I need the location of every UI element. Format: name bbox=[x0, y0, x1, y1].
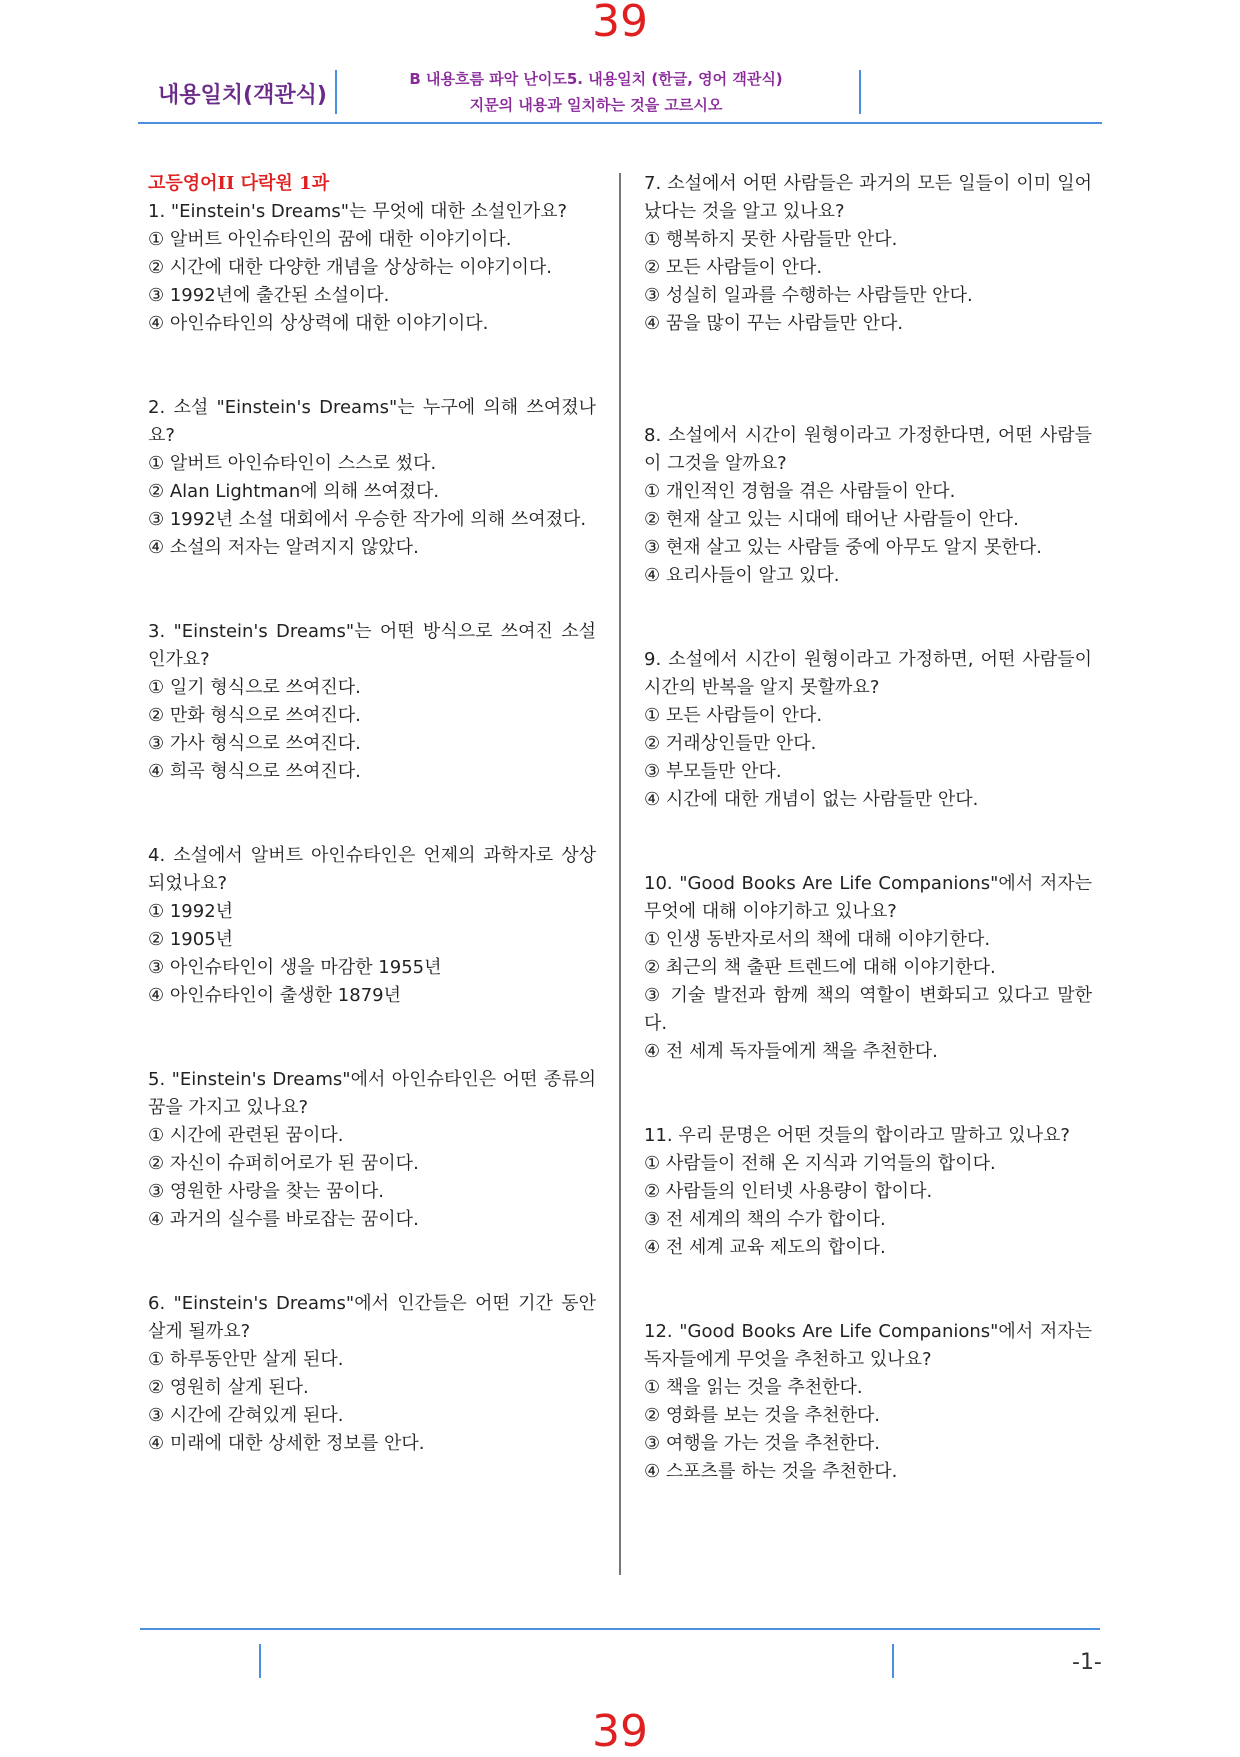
section-title: 내용일치(객관식) bbox=[158, 83, 327, 108]
question-6 bbox=[148, 1290, 596, 1458]
option-1: ① 알버트 아인슈타인이 스스로 썼다. bbox=[148, 453, 437, 474]
option-1: ① 알버트 아인슈타인의 꿈에 대한 이야기이다. bbox=[148, 229, 512, 250]
question-3 bbox=[148, 618, 596, 786]
option-2: ② 최근의 책 출판 트렌드에 대해 이야기한다. bbox=[644, 957, 996, 978]
question-12 bbox=[644, 1318, 1092, 1486]
question-10 bbox=[644, 870, 1092, 1066]
option-1: ① 하루동안만 살게 된다. bbox=[148, 1349, 344, 1370]
option-3: ③ 1992년 소설 대회에서 우승한 작가에 의해 쓰여졌다. bbox=[148, 509, 587, 530]
option-1: ① 1992년 bbox=[148, 901, 234, 922]
option-3: ③ 시간에 갇혀있게 된다. bbox=[148, 1405, 344, 1426]
option-4: ④ 과거의 실수를 바로잡는 꿈이다. bbox=[148, 1209, 419, 1230]
footer-rule bbox=[140, 1628, 1100, 1630]
option-4: ④ 미래에 대한 상세한 정보를 안다. bbox=[148, 1433, 425, 1454]
option-2: ② Alan Lightman에 의해 쓰여졌다. bbox=[148, 481, 440, 502]
option-1: ① 책을 읽는 것을 추천한다. bbox=[644, 1377, 863, 1398]
footer-divider-left bbox=[259, 1644, 261, 1678]
right-column bbox=[644, 170, 1092, 1486]
option-1: ① 일기 형식으로 쓰여진다. bbox=[148, 677, 361, 698]
option-1: ① 개인적인 경험을 겪은 사람들이 안다. bbox=[644, 481, 956, 502]
option-2: ② 거래상인들만 안다. bbox=[644, 733, 817, 754]
question-7 bbox=[644, 170, 1092, 338]
page-number-bottom: 39 bbox=[592, 1706, 648, 1757]
question-stem: 4. 소설에서 알버트 아인슈타인은 언제의 과학자로 상상되었나요? bbox=[148, 845, 596, 894]
option-3: ③ 성실히 일과를 수행하는 사람들만 안다. bbox=[644, 285, 973, 306]
question-stem: 10. "Good Books Are Life Companions"에서 저자는 무엇에 대해 이야기하고 있나요? bbox=[644, 873, 1092, 922]
option-2: ② 모든 사람들이 안다. bbox=[644, 257, 823, 278]
option-1: ① 모든 사람들이 안다. bbox=[644, 705, 823, 726]
option-1: ① 시간에 관련된 꿈이다. bbox=[148, 1125, 344, 1146]
option-4: ④ 시간에 대한 개념이 없는 사람들만 안다. bbox=[644, 789, 979, 810]
question-stem: 2. 소설 "Einstein's Dreams"는 누구에 의해 쓰여졌나요? bbox=[148, 397, 596, 446]
option-3: ③ 아인슈타인이 생을 마감한 1955년 bbox=[148, 957, 442, 978]
option-3: ③ 부모들만 안다. bbox=[644, 761, 782, 782]
header-divider-right bbox=[859, 70, 861, 114]
option-1: ① 사람들이 전해 온 지식과 기억들의 합이다. bbox=[644, 1153, 996, 1174]
option-2: ② 영원히 살게 된다. bbox=[148, 1377, 309, 1398]
option-1: ① 인생 동반자로서의 책에 대해 이야기한다. bbox=[644, 929, 991, 950]
question-stem: 1. "Einstein's Dreams"는 무엇에 대한 소설인가요? bbox=[148, 201, 568, 222]
option-4: ④ 희곡 형식으로 쓰여진다. bbox=[148, 761, 361, 782]
option-4: ④ 요리사들이 알고 있다. bbox=[644, 565, 840, 586]
option-2: ② 1905년 bbox=[148, 929, 234, 950]
header-rule bbox=[138, 122, 1102, 124]
question-5 bbox=[148, 1066, 596, 1234]
question-stem: 11. 우리 문명은 어떤 것들의 합이라고 말하고 있나요? bbox=[644, 1125, 1070, 1146]
option-2: ② 자신이 슈퍼히어로가 된 꿈이다. bbox=[148, 1153, 419, 1174]
question-stem: 9. 소설에서 시간이 원형이라고 가정하면, 어떤 사람들이 시간의 반복을 알지 못할까요? bbox=[644, 649, 1092, 698]
option-3: ③ 전 세계의 책의 수가 합이다. bbox=[644, 1209, 886, 1230]
question-8 bbox=[644, 422, 1092, 590]
header-subtitle-line2: 지문의 내용과 일치하는 것을 고르시오 bbox=[469, 96, 723, 114]
option-3: ③ 1992년에 출간된 소설이다. bbox=[148, 285, 390, 306]
question-stem: 5. "Einstein's Dreams"에서 아인슈타인은 어떤 종류의 꿈을 가지고 있나요? bbox=[148, 1069, 596, 1118]
option-4: ④ 꿈을 많이 꾸는 사람들만 안다. bbox=[644, 313, 904, 334]
option-3: ③ 기술 발전과 함께 책의 역할이 변화되고 있다고 말한다. bbox=[644, 985, 1092, 1034]
option-4: ④ 전 세계 교육 제도의 합이다. bbox=[644, 1237, 886, 1258]
option-2: ② 시간에 대한 다양한 개념을 상상하는 이야기이다. bbox=[148, 257, 552, 278]
header-subtitle-line1: B 내용흐름 파악 난이도5. 내용일치 (한글, 영어 객관식) bbox=[409, 70, 783, 88]
question-stem: 8. 소설에서 시간이 원형이라고 가정한다면, 어떤 사람들이 그것을 알까요? bbox=[644, 425, 1092, 474]
left-column bbox=[148, 170, 596, 1458]
column-divider bbox=[619, 173, 621, 1575]
option-3: ③ 여행을 가는 것을 추천한다. bbox=[644, 1433, 881, 1454]
question-stem: 3. "Einstein's Dreams"는 어떤 방식으로 쓰여진 소설인가요? bbox=[148, 621, 596, 670]
header-subtitle bbox=[336, 66, 856, 118]
footer-page-label: -1- bbox=[1072, 1650, 1102, 1675]
option-2: ② 사람들의 인터넷 사용량이 합이다. bbox=[644, 1181, 933, 1202]
option-4: ④ 아인슈타인의 상상력에 대한 이야기이다. bbox=[148, 313, 489, 334]
question-4 bbox=[148, 842, 596, 1010]
question-1 bbox=[148, 198, 596, 338]
option-2: ② 영화를 보는 것을 추천한다. bbox=[644, 1405, 881, 1426]
option-3: ③ 현재 살고 있는 사람들 중에 아무도 알지 못한다. bbox=[644, 537, 1043, 558]
option-2: ② 만화 형식으로 쓰여진다. bbox=[148, 705, 361, 726]
option-2: ② 현재 살고 있는 시대에 태어난 사람들이 안다. bbox=[644, 509, 1019, 530]
question-2 bbox=[148, 394, 596, 562]
question-stem: 7. 소설에서 어떤 사람들은 과거의 모든 일들이 이미 일어났다는 것을 알고 있나요? bbox=[644, 173, 1092, 222]
footer-divider-right bbox=[892, 1644, 894, 1678]
question-9 bbox=[644, 646, 1092, 814]
question-stem: 12. "Good Books Are Life Companions"에서 저자는 독자들에게 무엇을 추천하고 있나요? bbox=[644, 1321, 1092, 1370]
option-4: ④ 아인슈타인이 출생한 1879년 bbox=[148, 985, 401, 1006]
option-1: ① 행복하지 못한 사람들만 안다. bbox=[644, 229, 898, 250]
option-3: ③ 가사 형식으로 쓰여진다. bbox=[148, 733, 361, 754]
option-4: ④ 전 세계 독자들에게 책을 추천한다. bbox=[644, 1041, 938, 1062]
question-stem: 6. "Einstein's Dreams"에서 인간들은 어떤 기간 동안 살게 될까요? bbox=[148, 1293, 596, 1342]
question-11 bbox=[644, 1122, 1092, 1262]
option-3: ③ 영원한 사랑을 찾는 꿈이다. bbox=[148, 1181, 385, 1202]
lesson-title: 고등영어II 다락원 1과 bbox=[148, 173, 330, 194]
page-number-top: 39 bbox=[592, 0, 648, 47]
option-4: ④ 소설의 저자는 알려지지 않았다. bbox=[148, 537, 419, 558]
option-4: ④ 스포츠를 하는 것을 추천한다. bbox=[644, 1461, 898, 1482]
